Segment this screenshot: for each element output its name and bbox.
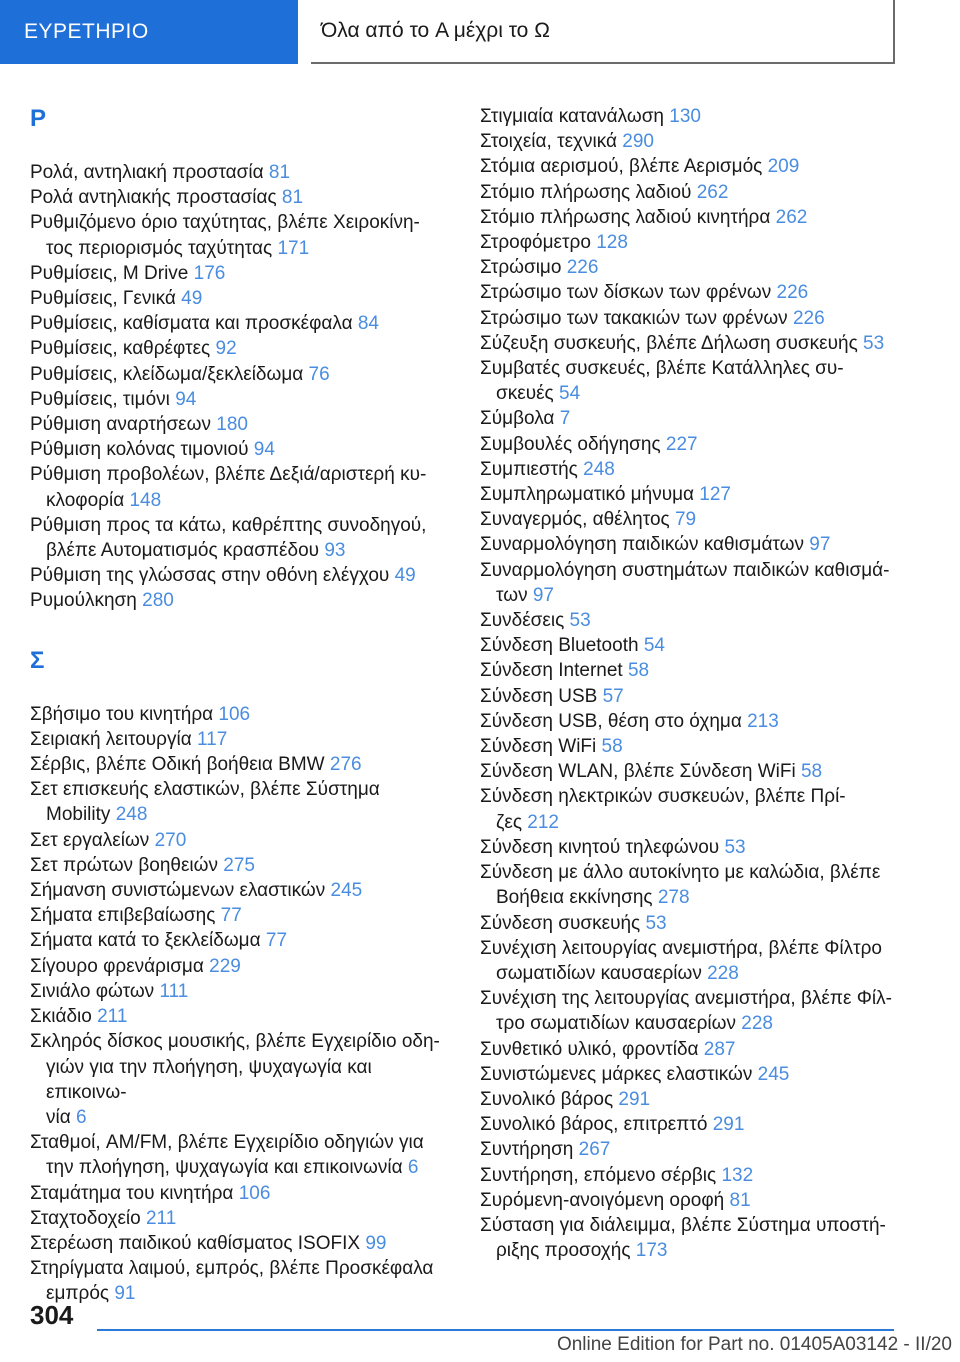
entry-text: ριξης προσοχής: [496, 1240, 631, 1262]
entry-text: Σύνδεση WLAN, βλέπε Σύνδεση WiFi: [480, 761, 796, 783]
index-entry: [480, 608, 920, 633]
index-entry: [30, 311, 455, 336]
page-link[interactable]: 93: [324, 540, 346, 562]
entry-text: Σύμβολα: [480, 408, 555, 430]
entry-text: βλέπε Αυτοματισμός κρασπέδου: [46, 540, 320, 562]
page-link[interactable]: 49: [181, 288, 203, 310]
page-link[interactable]: 94: [253, 439, 275, 461]
entry-text: Στόμιο πλήρωσης λαδιού: [480, 181, 692, 203]
page-link[interactable]: 211: [145, 1207, 177, 1229]
index-entry: [30, 752, 455, 777]
index-entry: [30, 437, 455, 462]
index-entry: [480, 432, 920, 457]
entry-text: Σύνδεση ηλεκτρικών συσκευών, βλέπε Πρί-: [480, 786, 846, 808]
entry-text: Στερέωση παιδικού καθίσματος ISOFIX: [30, 1232, 361, 1254]
entry-text: γιών για την πλοήγηση, ψυχαγωγία και επικοινω-: [46, 1056, 372, 1103]
entry-text: Συναρμολόγηση συστημάτων παιδικών καθισμά-: [480, 559, 890, 581]
section-tab: ΕΥΡΕΤΗΡΙΟ: [0, 0, 298, 64]
index-entry: [480, 180, 920, 205]
page-link[interactable]: 53: [863, 332, 885, 354]
index-entry: [30, 1206, 455, 1231]
entry-text: Ρύθμιση προβολέων, βλέπε Δεξιά/αριστερή κυ-: [30, 464, 427, 486]
entry-text: Στοιχεία, τεχνικά: [480, 131, 617, 153]
index-entry: [30, 362, 455, 387]
index-entry: [30, 160, 455, 185]
page-link[interactable]: 92: [215, 338, 237, 360]
entry-text: Σύνδεση Bluetooth: [480, 635, 639, 657]
entry-text: Ρύθμιση κολόνας τιμονιού: [30, 439, 249, 461]
page-link[interactable]: 58: [601, 736, 623, 758]
index-entry: [480, 709, 920, 734]
entry-text: Σύνδεση USB, θέση στο όχημα: [480, 710, 742, 732]
index-entry: [480, 129, 920, 154]
index-entry: [30, 903, 455, 928]
entry-text: Σκιάδιο: [30, 1006, 92, 1028]
entry-text: Ρυθμιζόμενο όριο ταχύτητας, βλέπε Χειροκίνη-: [30, 212, 420, 234]
page-link[interactable]: 54: [559, 383, 581, 405]
entry-text: Σταθμοί, AM/FM, βλέπε Εγχειρίδιο οδηγιών για: [30, 1132, 424, 1154]
index-entry: [480, 280, 920, 305]
entry-text: Mobility: [46, 804, 111, 826]
index-entry: [480, 356, 920, 406]
entry-text: Συμβατές συσκευές, βλέπε Κατάλληλες συ-: [480, 358, 844, 380]
index-entry: [30, 513, 455, 563]
entry-text: κλοφορία: [46, 489, 125, 511]
entry-text: την πλοήγηση, ψυχαγωγία και επικοινωνία: [46, 1157, 403, 1179]
entry-text: Συναγερμός, αθέλητος: [480, 509, 670, 531]
index-entry: [480, 759, 920, 784]
entry-text: Ρύθμιση της γλώσσας στην οθόνη ελέγχου: [30, 565, 390, 587]
page-link[interactable]: 53: [645, 912, 667, 934]
entry-text: Συρόμενη-ανοιγόμενη οροφή: [480, 1189, 725, 1211]
entry-text: Συνιστώμενες μάρκες ελαστικών: [480, 1063, 753, 1085]
page-link[interactable]: 280: [142, 590, 174, 612]
entry-text: Ρυθμίσεις, καθρέφτες: [30, 338, 211, 360]
page-link[interactable]: 128: [596, 232, 628, 254]
entry-text: Ρυθμίσεις, Γενικά: [30, 288, 176, 310]
entry-text: σωματιδίων καυσαερίων: [496, 962, 702, 984]
index-entry: [30, 1130, 455, 1180]
index-entry: [480, 1213, 920, 1263]
entry-text: Σύνδεση συσκευής: [480, 912, 641, 934]
index-entry: [30, 387, 455, 412]
index-entry: [480, 1062, 920, 1087]
index-entry: [480, 154, 920, 179]
entry-text: Συναρμολόγηση παιδικών καθισμάτων: [480, 534, 804, 556]
entry-text: Συμπιεστής: [480, 458, 578, 480]
index-entry: [480, 331, 920, 356]
page-link[interactable]: 209: [767, 156, 800, 178]
entry-text: Συντήρηση: [480, 1139, 574, 1161]
entry-text: Συμπληρωματικό μήνυμα: [480, 484, 695, 506]
entry-text: νία: [46, 1106, 71, 1128]
entry-text: Σετ εργαλείων: [30, 829, 150, 851]
index-entry: [30, 828, 455, 853]
entry-text: ζες: [496, 811, 523, 833]
entry-text: Ρυθμίσεις, κλείδωμα/ξεκλείδωμα: [30, 363, 304, 385]
entry-text: Σύνδεση WiFi: [480, 736, 597, 758]
page-link[interactable]: 228: [741, 1013, 773, 1035]
index-entry: [480, 558, 920, 608]
entry-text: Στρώσιμο των τακακιών των φρένων: [480, 307, 788, 329]
entry-text: Σετ πρώτων βοηθειών: [30, 854, 218, 876]
index-entry: [30, 702, 455, 727]
page-link[interactable]: 278: [657, 887, 690, 909]
entry-text: Στηρίγματα λαιμού, εμπρός, βλέπε Προσκέφαλα: [30, 1258, 434, 1280]
entry-text: Σύνδεση Internet: [480, 660, 623, 682]
index-entry: [480, 986, 920, 1036]
page-link[interactable]: 117: [196, 728, 228, 750]
page-link[interactable]: 226: [792, 307, 825, 329]
index-entry: [30, 878, 455, 903]
page-link[interactable]: 79: [674, 509, 697, 531]
entry-text: Σταχτοδοχείο: [30, 1207, 141, 1229]
index-entry: [480, 1037, 920, 1062]
entry-text: Συνολικό βάρος, επιτρεπτό: [480, 1114, 708, 1136]
entry-text: Σινιάλο φώτων: [30, 980, 155, 1002]
index-entry: [30, 563, 455, 588]
index-group-rho: [30, 160, 455, 614]
page-link[interactable]: 270: [154, 829, 187, 851]
page-link[interactable]: 97: [809, 534, 831, 556]
index-entry: [30, 954, 455, 979]
index-entry: [30, 979, 455, 1004]
entry-text: Στροφόμετρο: [480, 232, 591, 254]
entry-text: τρο σωματιδίων καυσαερίων: [496, 1013, 736, 1035]
index-entry: [30, 1004, 455, 1029]
page-link[interactable]: 77: [220, 905, 242, 927]
page-link[interactable]: 276: [329, 754, 362, 776]
entry-text: Σειριακή λειτουργία: [30, 728, 192, 750]
page-link[interactable]: 173: [635, 1240, 668, 1262]
entry-text: Συντήρηση, επόμενο σέρβις: [480, 1164, 717, 1186]
entry-text: Σήματα επιβεβαίωσης: [30, 905, 216, 927]
page-link[interactable]: 248: [115, 804, 148, 826]
index-column-right: [480, 104, 920, 1263]
entry-text: Σύνδεση κινητού τηλεφώνου: [480, 836, 720, 858]
page-link[interactable]: 77: [265, 930, 288, 952]
page-link[interactable]: 127: [699, 484, 731, 506]
index-entry: [30, 928, 455, 953]
index-entry: [30, 777, 455, 827]
index-entry: [480, 658, 920, 683]
page-link[interactable]: 262: [775, 206, 808, 228]
entry-text: Σκληρός δίσκος μουσικής, βλέπε Εγχειρίδιο οδη-: [30, 1031, 440, 1053]
entry-text: Σίγουρο φρενάρισμα: [30, 955, 204, 977]
page-link[interactable]: 212: [527, 811, 559, 833]
page-link[interactable]: 267: [578, 1139, 611, 1161]
entry-text: Συνέχιση λειτουργίας ανεμιστήρα, βλέπε Φίλτρο: [480, 937, 882, 959]
page-link[interactable]: 245: [757, 1063, 790, 1085]
index-entry: [480, 507, 920, 532]
entry-text: Συνδέσεις: [480, 610, 565, 632]
index-entry: [480, 1137, 920, 1162]
section-letter-sigma: Σ: [30, 646, 45, 674]
page-link[interactable]: 213: [747, 710, 779, 732]
page-link[interactable]: 54: [643, 635, 665, 657]
entry-text: τος περιορισμός ταχύτητας: [46, 237, 273, 259]
index-entry: [480, 734, 920, 759]
entry-text: Ρύθμιση αναρτήσεων: [30, 414, 211, 436]
index-entry: [480, 633, 920, 658]
index-entry: [30, 462, 455, 512]
page-link[interactable]: 275: [223, 854, 255, 876]
index-entry: [480, 482, 920, 507]
entry-text: Στόμιο πλήρωσης λαδιού κινητήρα: [480, 206, 771, 228]
index-entry: [480, 306, 920, 331]
index-entry: [30, 185, 455, 210]
entry-text: Σύζευξη συσκευής, βλέπε Δήλωση συσκευής: [480, 332, 858, 354]
page-link[interactable]: 287: [703, 1038, 736, 1060]
page-link[interactable]: 176: [193, 262, 226, 284]
entry-text: Σύσταση για διάλειμμα, βλέπε Σύστημα υποστή-: [480, 1214, 886, 1236]
index-entry: [30, 1029, 455, 1130]
index-entry: [480, 835, 920, 860]
entry-text: Ρολά, αντηλιακή προστασία: [30, 162, 264, 183]
entry-text: Βοήθεια εκκίνησης: [496, 887, 653, 909]
entry-text: Σύνδεση με άλλο αυτοκίνητο με καλώδια, βλέπε: [480, 862, 881, 884]
index-entry: [480, 230, 920, 255]
page-title: Όλα από το A μέχρι το Ω: [311, 0, 895, 64]
entry-text: Σήμανση συνιστώμενων ελαστικών: [30, 880, 326, 902]
index-entry: [480, 532, 920, 557]
section-letter-rho: Ρ: [30, 105, 47, 132]
page-link[interactable]: 262: [696, 181, 729, 203]
page-link[interactable]: 53: [569, 610, 591, 632]
index-entry: [480, 104, 920, 129]
page-link[interactable]: 227: [665, 433, 698, 455]
page-link[interactable]: 291: [618, 1088, 651, 1110]
page-link[interactable]: 53: [724, 836, 746, 858]
entry-text: Ρυμούλκηση: [30, 590, 137, 612]
entry-text: Ρυθμίσεις, M Drive: [30, 262, 189, 284]
page-link[interactable]: 130: [669, 106, 701, 127]
index-entry: [480, 457, 920, 482]
entry-text: των: [496, 584, 528, 606]
index-entry: [30, 1181, 455, 1206]
page-link[interactable]: 132: [721, 1164, 754, 1186]
index-entry: [480, 205, 920, 230]
page-link[interactable]: 245: [330, 880, 363, 902]
page-link[interactable]: 106: [238, 1182, 271, 1204]
index-entry: [480, 1087, 920, 1112]
index-entry: [480, 1188, 920, 1213]
page-link[interactable]: 248: [583, 458, 615, 480]
entry-text: Ρύθμιση προς τα κάτω, καθρέπτης συνοδηγού,: [30, 514, 427, 536]
index-entry: [30, 1231, 455, 1256]
index-entry: [30, 210, 455, 260]
index-entry: [480, 1163, 920, 1188]
page-link[interactable]: 57: [602, 685, 624, 707]
index-entry: [480, 784, 920, 834]
index-entry: [480, 255, 920, 280]
page-link[interactable]: 84: [357, 313, 379, 335]
page-link[interactable]: 211: [97, 1006, 128, 1028]
entry-text: Στόμια αερισμού, βλέπε Αερισμός: [480, 156, 763, 178]
index-column-left: [30, 100, 455, 1307]
page-link[interactable]: 81: [268, 162, 291, 183]
page-link[interactable]: 6: [76, 1106, 87, 1128]
entry-text: Ρυθμίσεις, καθίσματα και προσκέφαλα: [30, 313, 353, 335]
page-link[interactable]: 106: [218, 703, 251, 725]
page-link[interactable]: 58: [800, 761, 823, 783]
page-link[interactable]: 91: [114, 1283, 136, 1305]
page-link[interactable]: 49: [394, 565, 416, 587]
index-entry: [30, 727, 455, 752]
page-link[interactable]: 171: [277, 237, 310, 259]
page-link[interactable]: 226: [566, 257, 599, 279]
entry-text: Στρώσιμο των δίσκων των φρένων: [480, 282, 772, 304]
entry-text: Σετ επισκευής ελαστικών, βλέπε Σύστημα: [30, 779, 380, 801]
page-number: 304: [30, 1300, 74, 1330]
page-link[interactable]: 76: [308, 363, 330, 385]
entry-text: Σβήσιμο του κινητήρα: [30, 703, 214, 725]
page-link[interactable]: 148: [129, 489, 162, 511]
entry-text: Ρολά αντηλιακής προστασίας: [30, 187, 277, 209]
entry-text: Ρυθμίσεις, τιμόνι: [30, 388, 170, 410]
page-link[interactable]: 229: [209, 955, 241, 977]
page-link[interactable]: 111: [159, 980, 189, 1002]
index-entry: [30, 588, 455, 613]
page-link[interactable]: 6: [407, 1157, 419, 1179]
entry-text: Στιγμιαία κατανάλωση: [480, 106, 664, 127]
entry-text: εμπρός: [46, 1283, 110, 1305]
entry-text: Συμβουλές οδήγησης: [480, 433, 661, 455]
entry-text: Συνολικό βάρος: [480, 1088, 614, 1110]
index-entry: [30, 412, 455, 437]
index-entry: [480, 684, 920, 709]
page-link[interactable]: 94: [175, 388, 197, 410]
page-link[interactable]: 7: [559, 408, 571, 430]
index-entry: [480, 936, 920, 986]
footer-edition: Online Edition for Part no. 01405A03142 - II/20: [556, 1334, 952, 1355]
index-entry: [30, 286, 455, 311]
page-link[interactable]: 97: [532, 584, 554, 606]
index-entry: [480, 911, 920, 936]
entry-text: Συνέχιση της λειτουργίας ανεμιστήρα, βλέπε Φίλ-: [480, 988, 892, 1010]
entry-text: Στρώσιμο: [480, 257, 562, 279]
page-link[interactable]: 81: [281, 187, 304, 209]
page-link[interactable]: 228: [707, 962, 739, 984]
index-entry: [480, 1112, 920, 1137]
page-link[interactable]: 99: [365, 1232, 387, 1254]
index-entry: [30, 261, 455, 286]
entry-text: Συνθετικό υλικό, φροντίδα: [480, 1038, 699, 1060]
entry-text: Σέρβις, βλέπε Οδική βοήθεια BMW: [30, 754, 325, 776]
page-link[interactable]: 290: [622, 131, 654, 153]
page-link[interactable]: 58: [627, 660, 650, 682]
index-entry: [30, 853, 455, 878]
footer-rule: [97, 1329, 894, 1331]
entry-text: Σταμάτημα του κινητήρα: [30, 1182, 234, 1204]
index-group-sigma-continued: [480, 104, 920, 1263]
page-link[interactable]: 291: [712, 1114, 745, 1136]
entry-text: Σήματα κατά το ξεκλείδωμα: [30, 930, 261, 952]
page-link[interactable]: 81: [729, 1189, 751, 1211]
entry-text: σκευές: [496, 383, 554, 405]
index-entry: [480, 406, 920, 431]
index-entry: [480, 860, 920, 910]
index-entry: [30, 336, 455, 361]
entry-text: Σύνδεση USB: [480, 685, 598, 707]
page-link[interactable]: 226: [776, 282, 809, 304]
page-link[interactable]: 180: [216, 414, 248, 436]
index-entry: [30, 1256, 455, 1306]
index-group-sigma: [30, 702, 455, 1307]
